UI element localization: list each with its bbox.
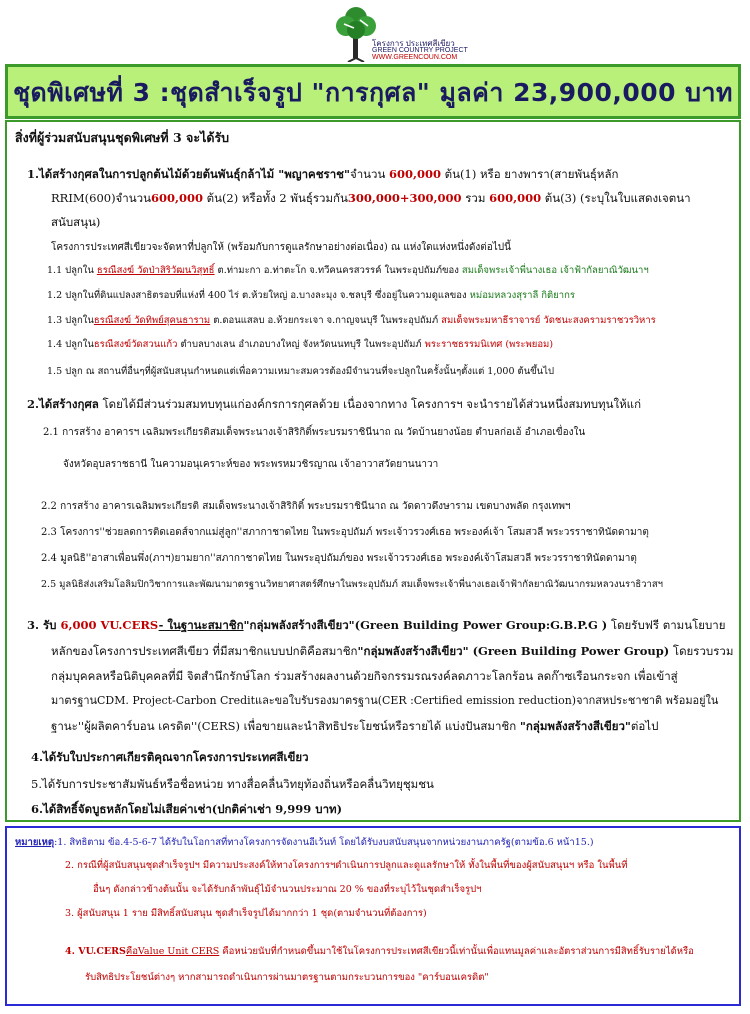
item-3-title: 3. รับ [27,618,61,632]
item-3-line-5-group: "กลุ่มพลังสร้างสีเขียว" [519,719,631,733]
sub-1-1-text: 1.1 ปลูกใน [47,265,97,276]
intro-heading: สิ่งที่ผู้ร่วมสนับสนุนชุดพิเศษที่ 3 จะได้รับ [15,130,230,145]
sub-2-1-line-1: 2.1 การสร้าง อาคารฯ เฉลิมพระเกียรติสมเด็จพระนางเจ้าสิริกิติ์พระบรมราชินีนาถ ณ วัดบ้านยางน้อย ตำบลก่อเอ้ อำเภอเขื่องใน [43,427,586,438]
notes-panel [5,826,741,1006]
sub-1-4-place: ธรณีสงฆ์วัดสวนแก้ว [93,339,178,350]
item-3-line-5-tail: ต่อไป [630,719,659,733]
note-4-line-1 [65,945,694,959]
item-3-line-2-text: หลักของโครงการประเทศสีเขียว ที่มีสมาชิกแบบปกติคือสมาชิก [51,644,358,658]
item-3-line-2-tail: โดยรวบรวม [669,644,734,658]
logo-line-url: WWW.GREENCOUN.COM [372,54,458,61]
item-5: 5.ได้รับการประชาสัมพันธ์หรือชื่อหน่วย ทางสื่อคลื่นวิทยุท้องถิ่นหรือคลื่นวิทยุชุมชน [31,777,434,791]
sub-1-4-text: 1.4 ปลูกใน [47,339,94,350]
sub-1-1-place: ธรณีสงฆ์ วัดป่าสิริวัฒนวิสุทธิ์ [96,265,215,276]
note-4-term: 4. VU.CERS [65,946,126,957]
banner-title: ชุดพิเศษที่ 3 :ชุดสำเร็จรูป "การกุศล" มูลค่า 23,900,000 บาท [13,77,733,107]
item-1-text-2: ต้น(1) หรือ ยางพารา(สายพันธุ์หลัก [441,167,619,181]
sub-1-5: 1.5 ปลูก ณ สถานที่อื่นๆที่ผู้สนับสนุนกำหนดแต่เพื่อความเหมาะสมควรต้องมีจำนวนที่จะปลูกในครั้งนั้นๆตั้งแต่ 1,000 ต้นขึ้นไป [47,366,554,377]
item-1-text-5: ต้น(3) (ระบุในใบแสดงเจตนา [541,191,691,205]
sub-1-2-patron: หม่อมหลวงสุราลี กิติยากร [469,290,575,301]
item-1-count-2: 600,000 [150,191,203,205]
sub-2-2: 2.2 การสร้าง อาคารเฉลิมพระเกียรติ สมเด็จพระนางเจ้าสิริกิติ์ พระบรมราชินีนาถ ณ วัดดาวดึงษาราม เขตบางพลัด กรุงเทพฯ [41,501,571,512]
note-4-definition: คือValue Unit CERS [125,946,220,957]
item-1-count-3: 300,000+300,000 [347,191,462,205]
item-1-line-1 [27,167,619,181]
notes-label: หมายเหตุ [15,837,55,848]
sub-1-2-text: 1.2 ปลูกในที่ดินแปลงสาธิตรอบที่แห่งที่ 400 ไร่ ต.ห้วยใหญ่ อ.บางละมุง จ.ชลบุรี ซึ่งอยู่ในความดูแลของ [47,290,470,301]
sub-1-1 [47,264,649,278]
sub-1-3-text: 1.3 ปลูกใน [47,315,94,326]
sub-2-5: 2.5 มูลนิธิส่งเสริมโอลิมปิกวิชาการและพัฒนามาตรฐานวิทยาศาสตร์ศึกษาในพระอุปถัมภ์ สมเด็จพระเจ้าพี่นางเธอเจ้าฟ้ากัลยาณิวัฒนากรมหลวงนราธิวาสฯ [41,579,664,590]
sub-1-1-location: ต.ท่ามะกา อ.ท่าตะโก จ.ทวีคนครสวรรค์ ในพระอุปถัมภ์ของ [214,265,462,276]
sub-2-3: 2.3 โครงการ''ช่วยลดการติดเอดส์จากแม่สู่ลูก''สภากาชาดไทย ในพระอุปถัมภ์ พระเจ้าวรวงศ์เธอ พระองค์เจ้า โสมสวลี พระวรราชาทินัดดามาตุ [41,527,649,538]
benefits-panel [5,120,741,822]
item-2-text: โดยได้มีส่วนร่วมสมทบทุนแก่องค์กรการกุศลด้วย เนื่องจากทาง โครงการฯ จะนำรายได้ส่วนหนึ่งสมทบทุนให้แก่ [98,397,642,411]
logo [330,4,490,64]
note-2-line-1: 2. กรณีที่ผู้สนับสนุนชุดสำเร็จรูปฯ มีความประสงค์ให้ทางโครงการฯดำเนินการปลูกและดูแลรักษาให้ ทั้งในพื้นที่ของผู้สนับสนุนฯ หรือ ในพื้นที่ [65,860,628,871]
item-3-line-4: มาตรฐานCDM. Project-Carbon Creditและขอใบรับรองมาตรฐาน(CER :Certified emission reduction)จากสหประชาชาติ พร้อมอยู่ใน [51,694,719,707]
item-1-tree-name: "พญาคชราช" [278,167,350,181]
note-3: 3. ผู้สนับสนุน 1 ราย มีสิทธิ์สนับสนุน ชุดสำเร็จรูปได้มากกว่า 1 ชุด(ตามจำนวนที่ต้องการ) [65,908,427,919]
item-6: 6.ได้สิทธิ์จัดบูธหลักโดยไม่เสียค่าเช่า(ปกติค่าเช่า 9,999 บาท) [31,802,343,816]
item-1-text-3: ต้น(2) หรือทั้ง 2 พันธุ์รวมกัน [202,191,348,205]
package-banner [5,64,741,119]
sub-1-4-patron: พระราชธรรมนิเทศ (พระพยอม) [424,339,554,350]
item-3-line-5-text: ฐานะ''ผู้ผลิตคาร์บอน เครดิต''(CERS) เพื่อขายและนำสิทธิประโยชน์หรือรายได้ แบ่งปันสมาชิก [51,719,520,733]
item-3-member-text: - ในฐานะสมาชิก [158,618,244,632]
item-1-title: 1.ได้สร้างกุศลในการปลูกต้นไม้ด้วยต้นพันธุ์กล้าไม้ [27,167,279,181]
item-3-line-2-group: "กลุ่มพลังสร้างสีเขียว" (Green Building Power Group) [357,644,670,658]
sub-1-3-place: ธรณีสงฆ์ วัดทิพย์สุคนธาราม [93,315,211,326]
item-3-group: "กลุ่มพลังสร้างสีเขียว"(Green Building Power Group:G.B.P.G ) [243,618,608,632]
sub-1-3 [47,314,656,328]
item-1-text-4: รวม [461,191,490,205]
item-3-text: โดยรับฟรี ตามนโยบาย [607,618,726,632]
item-1-text: จำนวน [349,167,390,181]
item-1-note: โครงการประเทศสีเขียวจะจัดหาที่ปลูกให้ (พร้อมกับการดูแลรักษาอย่างต่อเนื่อง) ณ แห่งใดแห่งหนึ่งดังต่อไปนี้ [51,242,511,253]
item-3-line-1 [27,618,726,632]
note-4-line-2: รับสิทธิประโยชน์ต่างๆ หากสามารถดำเนินการผ่านมาตรฐานตามกระบวนการของ "คาร์บอนเครดิต" [85,972,489,983]
logo-line-thai: โครงการ ประเทศสีเขียว [372,39,455,48]
note-1-text: :1. สิทธิตาม ข้อ.4-5-6-7 ได้รับในโอกาสที่ทางโครงการจัดงานอีเว้นท์ โดยได้รับงบสนับสนุนจากหน่วยงานภาครัฐ(ตามข้อ.6 หน้า15.) [54,837,594,848]
sub-1-3-location: ต.ดอนแสลบ อ.ห้วยกระเจา จ.กาญจนบุรี ในพระอุปถัมภ์ [210,315,442,326]
note-2-line-2: อื่นๆ ดังกล่าวข้างต้นนั้น จะได้รับกล้าพันธุ์ไม้จำนวนประมาณ 20 % ของที่ระบุไว้ในชุดสำเร็จรูปฯ [93,884,482,895]
item-4: 4.ได้รับใบประกาศเกียรติคุณจากโครงการประเทศสีเขียว [31,750,309,764]
item-1-count-4: 600,000 [489,191,542,205]
sub-1-4 [47,338,553,352]
sub-2-1-line-2: จังหวัดอุบลราชธานี ในความอนุเคราะห์ของ พระพรหมวชิรญาณ เจ้าอาวาสวัดยานนาวา [63,459,439,470]
note-1 [15,836,594,850]
item-1-line-3: สนับสนุน) [51,215,101,229]
item-3-line-3: กลุ่มบุคคลหรือนิติบุคคลที่มี จิตสำนึกรักษ์โลก ร่วมสร้างผลงานด้วยกิจกรรมรณรงค์ลดภาวะโลกร้อน ลดก๊าซเรือนกระจก เพื่อเข้าสู่ [51,669,678,683]
note-4-text: คือหน่วยนับที่กำหนดขึ้นมาใช้ในโครงการประเทศสีเขียวนี้เท่านั้นเพื่อแทนมูลค่าและอัตราส่วนการมีสิทธิ์รับรายได้หรือ [219,946,694,957]
sub-2-4: 2.4 มูลนิธิ''อาสาเพื่อนพึ่ง(ภาฯ)ยามยาก''สภากาชาดไทย ในพระอุปถัมภ์ของ พระเจ้าวรวงศ์เธอ พระองค์เจ้าโสมสวลี พระวรราชาทินัดดามาตุ [41,553,637,564]
sub-1-2 [47,289,575,303]
item-2-title: 2.ได้สร้างกุศล [27,397,99,411]
item-1-line-2 [51,191,691,205]
logo-text [372,40,468,61]
sub-1-4-location: ตำบลบางเลน อำเภอบางใหญ่ จังหวัดนนทบุรี ในพระอุปถัมภ์ [177,339,425,350]
item-3-line-2 [51,644,733,658]
item-2-line [27,397,641,411]
item-3-line-5 [51,719,658,733]
item-1-count: 600,000 [389,167,442,181]
logo-line-english: GREEN COUNTRY PROJECT [372,47,468,54]
sub-1-3-patron: สมเด็จพระมหาธีราจารย์ วัดชนะสงครามราชวรวิหาร [441,315,656,326]
item-1-rrim: RRIM(600)จำนวน [51,191,151,205]
item-3-amount: 6,000 VU.CERS [60,618,159,632]
sub-1-1-patron: สมเด็จพระเจ้าพี่นางเธอ เจ้าฟ้ากัลยาณิวัฒนาฯ [461,265,649,276]
